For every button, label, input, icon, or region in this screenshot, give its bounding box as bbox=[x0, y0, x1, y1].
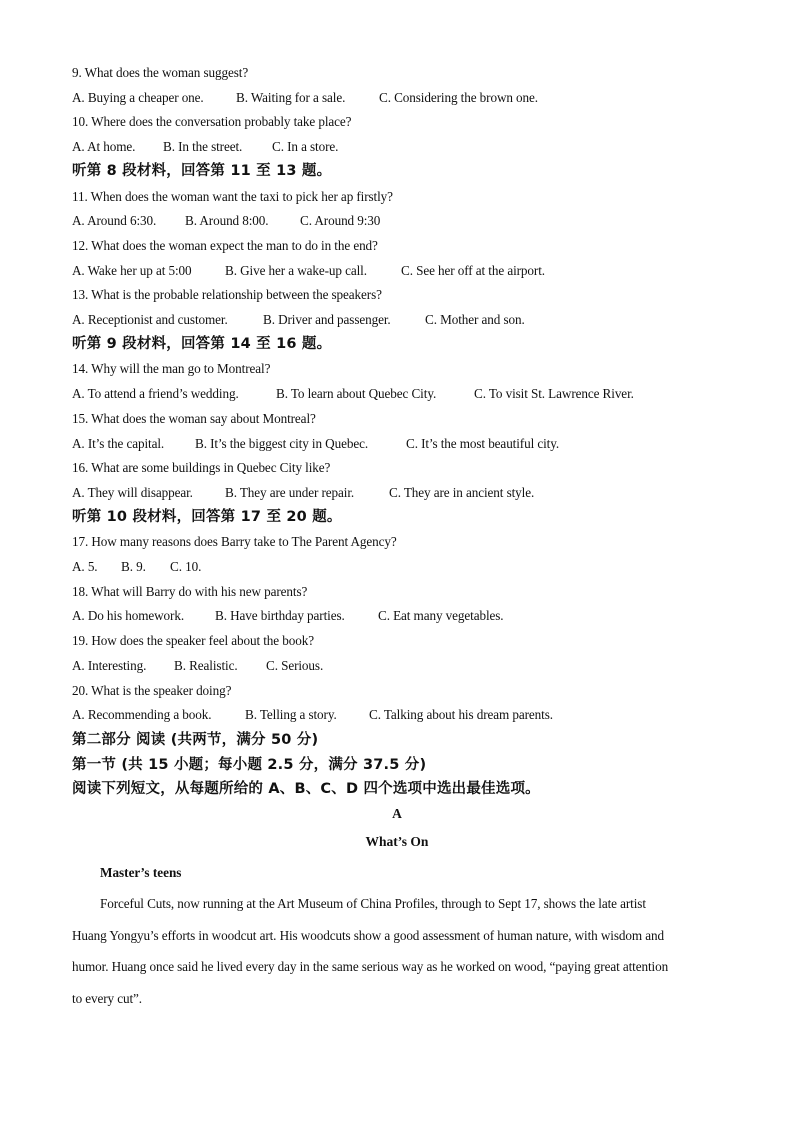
option-13a: A. Receptionist and customer. bbox=[72, 312, 228, 327]
option-13c: C. Mother and son. bbox=[425, 312, 525, 327]
option-15b: B. It’s the biggest city in Quebec. bbox=[195, 436, 369, 451]
option-10c: C. In a store. bbox=[272, 139, 339, 154]
option-16c: C. They are in ancient style. bbox=[389, 485, 535, 500]
option-17b: B. 9. bbox=[121, 559, 146, 574]
reading-instruction: 阅读下列短文，从每题所给的 A、B、C、D 四个选项中选出最佳选项。 bbox=[72, 781, 540, 797]
option-15a: A. It’s the capital. bbox=[72, 436, 165, 451]
option-19b: B. Realistic. bbox=[174, 658, 238, 673]
question-19: 19. How does the speaker feel about the book? bbox=[72, 633, 314, 648]
passage-line: to every cut”. bbox=[72, 991, 142, 1006]
option-11b: B. Around 8:00. bbox=[185, 213, 269, 228]
option-17a: A. 5. bbox=[72, 559, 98, 574]
option-14a: A. To attend a friend’s wedding. bbox=[72, 386, 239, 401]
passage-letter: A bbox=[392, 806, 402, 821]
option-19a: A. Interesting. bbox=[72, 658, 147, 673]
question-11: 11. When does the woman want the taxi to pick her ap firstly? bbox=[72, 189, 393, 204]
option-9b: B. Waiting for a sale. bbox=[236, 90, 346, 105]
question-16: 16. What are some buildings in Quebec City like? bbox=[72, 460, 331, 475]
option-9a: A. Buying a cheaper one. bbox=[72, 90, 204, 105]
option-16a: A. They will disappear. bbox=[72, 485, 193, 500]
option-18c: C. Eat many vegetables. bbox=[378, 608, 504, 623]
question-14: 14. Why will the man go to Montreal? bbox=[72, 361, 271, 376]
option-15c: C. It’s the most beautiful city. bbox=[406, 436, 560, 451]
option-20b: B. Telling a story. bbox=[245, 707, 337, 722]
part-two-heading: 第二部分 阅读 (共两节，满分 50 分) bbox=[72, 732, 319, 748]
option-17c: C. 10. bbox=[170, 559, 202, 574]
option-11a: A. Around 6:30. bbox=[72, 213, 157, 228]
passage-title: What’s On bbox=[365, 834, 429, 849]
passage-line: Huang Yongyu’s efforts in woodcut art. His woodcuts show a good assessment of human nature, with wisdom and bbox=[72, 928, 664, 943]
option-10b: B. In the street. bbox=[163, 139, 243, 154]
option-18b: B. Have birthday parties. bbox=[215, 608, 345, 623]
question-12: 12. What does the woman expect the man to do in the end? bbox=[72, 238, 378, 253]
section-heading-8: 听第 8 段材料，回答第 11 至 13 题。 bbox=[72, 163, 332, 179]
option-13b: B. Driver and passenger. bbox=[263, 312, 391, 327]
option-20c: C. Talking about his dream parents. bbox=[369, 707, 553, 722]
option-12c: C. See her off at the airport. bbox=[401, 263, 545, 278]
section-heading-10: 听第 10 段材料，回答第 17 至 20 题。 bbox=[72, 509, 342, 525]
option-20a: A. Recommending a book. bbox=[72, 707, 212, 722]
question-20: 20. What is the speaker doing? bbox=[72, 683, 232, 698]
question-17: 17. How many reasons does Barry take to The Parent Agency? bbox=[72, 534, 397, 549]
option-12a: A. Wake her up at 5:00 bbox=[72, 263, 192, 278]
passage-line: humor. Huang once said he lived every day in the same serious way as he worked on wood, “paying great attention bbox=[72, 959, 669, 974]
question-10: 10. Where does the conversation probably take place? bbox=[72, 114, 352, 129]
option-16b: B. They are under repair. bbox=[225, 485, 355, 500]
option-14b: B. To learn about Quebec City. bbox=[276, 386, 437, 401]
option-12b: B. Give her a wake-up call. bbox=[225, 263, 367, 278]
question-15: 15. What does the woman say about Montreal? bbox=[72, 411, 316, 426]
question-18: 18. What will Barry do with his new parents? bbox=[72, 584, 308, 599]
option-14c: C. To visit St. Lawrence River. bbox=[474, 386, 634, 401]
passage-line: Forceful Cuts, now running at the Art Museum of China Profiles, through to Sept 17, shows the late artist bbox=[100, 896, 646, 911]
question-13: 13. What is the probable relationship between the speakers? bbox=[72, 287, 382, 302]
section-one-heading: 第一节 (共 15 小题；每小题 2.5 分，满分 37.5 分) bbox=[72, 757, 427, 773]
question-9: 9. What does the woman suggest? bbox=[72, 65, 249, 80]
option-19c: C. Serious. bbox=[266, 658, 324, 673]
option-10a: A. At home. bbox=[72, 139, 136, 154]
option-9c: C. Considering the brown one. bbox=[379, 90, 538, 105]
option-11c: C. Around 9:30 bbox=[300, 213, 381, 228]
section-heading-9: 听第 9 段材料，回答第 14 至 16 题。 bbox=[72, 336, 332, 352]
passage-subtitle: Master’s teens bbox=[100, 865, 182, 880]
option-18a: A. Do his homework. bbox=[72, 608, 185, 623]
